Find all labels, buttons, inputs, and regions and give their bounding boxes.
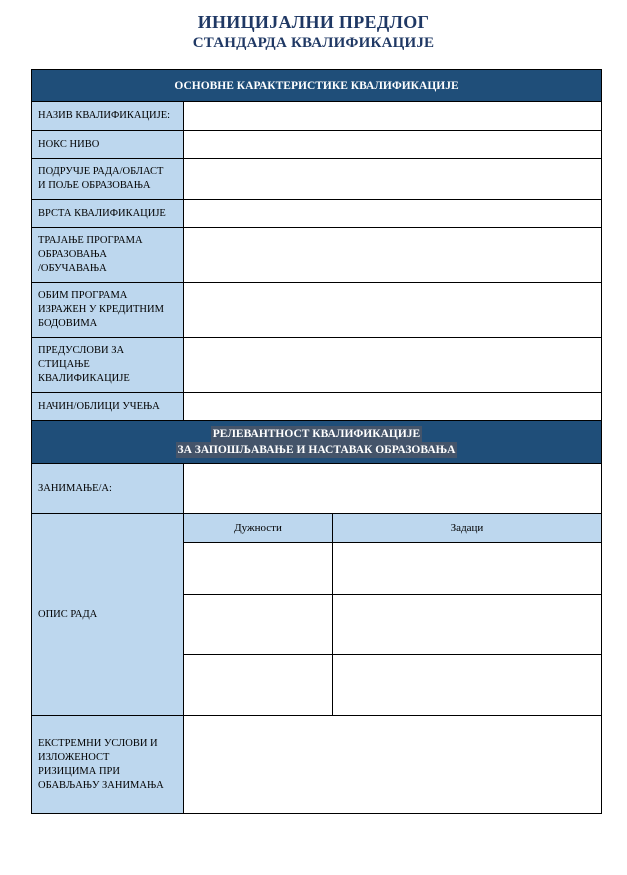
label-line: ИЗЛОЖЕНОСТ <box>38 751 110 763</box>
label-line: И ПОЉЕ ОБРАЗОВАЊА <box>38 180 151 191</box>
section-header-relevance <box>31 420 602 464</box>
label-noks-level <box>31 130 184 159</box>
column-header-duties <box>183 513 333 543</box>
label-line: ПРЕДУСЛОВИ ЗА <box>38 345 125 356</box>
field-extreme-conditions[interactable] <box>183 715 602 814</box>
label-line: ТРАЈАЊЕ ПРОГРАМА <box>38 235 143 246</box>
label-text <box>38 344 130 386</box>
label-text <box>38 234 143 276</box>
label-line: НАЧИН/ОБЛИЦИ УЧЕЊА <box>38 400 160 412</box>
label-text <box>38 138 99 152</box>
section-header-text: ОСНОВНЕ КАРАКТЕРИСТИКЕ КВАЛИФИКАЦИЈЕ <box>174 79 459 92</box>
tasks-cell-3[interactable] <box>332 654 602 716</box>
label-text <box>38 400 160 414</box>
label-learning-modes <box>31 392 184 421</box>
label-field-of-work <box>31 158 184 200</box>
field-prerequisites[interactable] <box>183 337 602 393</box>
label-work-description <box>31 513 184 716</box>
column-header-text: Дужности <box>234 522 282 534</box>
label-line: НАЗИВ КВАЛИФИКАЦИЈЕ: <box>38 110 171 121</box>
section-header-line-2: ЗА ЗАПОШЉАВАЊЕ И НАСТАВАК ОБРАЗОВАЊА <box>177 444 456 456</box>
field-learning-modes[interactable] <box>183 392 602 421</box>
label-qualification-name <box>31 101 184 131</box>
tasks-cell-2[interactable] <box>332 594 602 655</box>
field-program-scope[interactable] <box>183 282 602 338</box>
label-text <box>38 737 164 793</box>
label-line: СТИЦАЊЕ <box>38 359 90 370</box>
label-text <box>38 289 164 331</box>
label-text <box>38 207 166 221</box>
field-program-duration[interactable] <box>183 227 602 283</box>
field-qualification-type[interactable] <box>183 199 602 228</box>
label-line: ОБАВЉАЊУ ЗАНИМАЊА <box>38 779 164 791</box>
label-line: ЗАНИМАЊЕ/А: <box>38 482 112 494</box>
label-line: /ОБУЧАВАЊА <box>38 263 107 274</box>
label-program-duration <box>31 227 184 283</box>
label-extreme-conditions <box>31 715 184 814</box>
column-header-text: Задаци <box>450 522 484 534</box>
label-line: НОКС НИВО <box>38 138 100 150</box>
label-line: РИЗИЦИМА ПРИ <box>38 765 120 777</box>
label-line: ПОДРУЧЈЕ РАДА/ОБЛАСТ <box>38 166 164 177</box>
document-title-line-1: ИНИЦИЈАЛНИ ПРЕДЛОГ <box>197 12 430 32</box>
document-title-line-2: СТАНДАРДА КВАЛИФИКАЦИЈЕ <box>192 35 435 51</box>
field-noks-level[interactable] <box>183 130 602 159</box>
label-program-scope <box>31 282 184 338</box>
field-field-of-work[interactable] <box>183 158 602 200</box>
label-prerequisites <box>31 337 184 393</box>
label-line: ЕКСТРЕМНИ УСЛОВИ И <box>38 737 158 749</box>
label-line: ВРСТА КВАЛИФИКАЦИЈЕ <box>38 207 166 219</box>
section-header-line-1: РЕЛЕВАНТНОСТ КВАЛИФИКАЦИЈЕ <box>212 428 421 440</box>
duties-cell-1[interactable] <box>183 542 333 595</box>
label-qualification-type <box>31 199 184 228</box>
label-text <box>38 165 163 193</box>
label-line: ИЗРАЖЕН У КРЕДИТНИМ <box>38 304 164 315</box>
field-occupation[interactable] <box>183 463 602 514</box>
label-line: ОБРАЗОВАЊА <box>38 249 107 260</box>
label-occupation <box>31 463 184 514</box>
section-header-basic-characteristics <box>31 69 602 102</box>
field-qualification-name[interactable] <box>183 101 602 131</box>
label-line: КВАЛИФИКАЦИЈЕ <box>38 373 130 384</box>
label-line: ОБИМ ПРОГРАМА <box>38 290 128 301</box>
duties-cell-3[interactable] <box>183 654 333 716</box>
label-text <box>38 109 170 123</box>
tasks-cell-1[interactable] <box>332 542 602 595</box>
column-header-tasks <box>332 513 602 543</box>
label-line: ОПИС РАДА <box>38 608 98 620</box>
duties-cell-2[interactable] <box>183 594 333 655</box>
label-line: БОДОВИМА <box>38 318 98 329</box>
